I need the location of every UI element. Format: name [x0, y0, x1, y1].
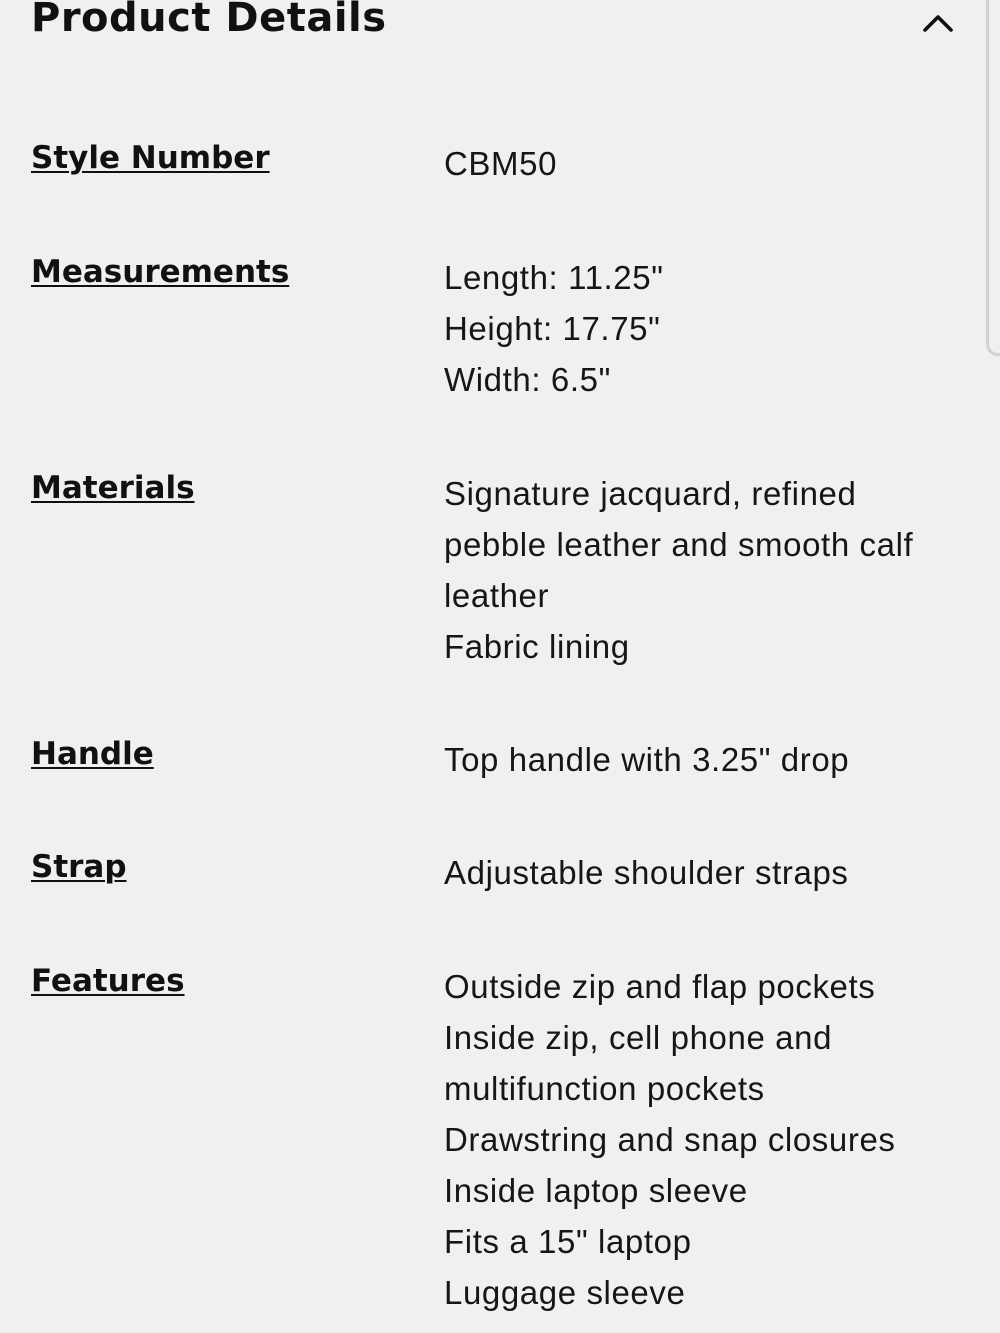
value-line: Luggage sleeve	[444, 1274, 686, 1311]
materials-label[interactable]: Materials	[31, 470, 195, 506]
handle-value	[444, 734, 984, 785]
value-line: Length: 11.25"	[444, 259, 664, 296]
materials-value	[444, 468, 984, 672]
value-line: Width: 6.5"	[444, 361, 611, 398]
style-number-label[interactable]: Style Number	[31, 140, 270, 176]
value-line: multifunction pockets	[444, 1070, 765, 1107]
value-line: Height: 17.75"	[444, 310, 661, 347]
style-number-value	[444, 138, 984, 189]
value-line: Adjustable shoulder straps	[444, 854, 849, 891]
value-line: Outside zip and flap pockets	[444, 968, 876, 1005]
value-line: Inside laptop sleeve	[444, 1172, 748, 1209]
product-details-header	[0, 0, 1000, 60]
value-line: pebble leather and smooth calf	[444, 526, 914, 563]
section-title: Product Details	[31, 0, 387, 41]
scroll-container-edge	[986, 0, 1000, 356]
chevron-up-icon	[922, 6, 954, 38]
value-line: Top handle with 3.25" drop	[444, 741, 850, 778]
value-line: CBM50	[444, 145, 558, 182]
value-line: leather	[444, 577, 550, 614]
measurements-label[interactable]: Measurements	[31, 254, 290, 290]
handle-label[interactable]: Handle	[31, 736, 154, 772]
features-label[interactable]: Features	[31, 963, 185, 999]
measurements-value	[444, 252, 984, 405]
strap-label[interactable]: Strap	[31, 849, 127, 885]
value-line: Fabric lining	[444, 628, 630, 665]
strap-value	[444, 847, 984, 898]
value-line: Signature jacquard, refined	[444, 475, 857, 512]
value-line: Drawstring and snap closures	[444, 1121, 896, 1158]
collapse-section-button[interactable]	[912, 0, 964, 44]
value-line: Fits a 15" laptop	[444, 1223, 692, 1260]
features-value	[444, 961, 984, 1318]
value-line: Inside zip, cell phone and	[444, 1019, 833, 1056]
